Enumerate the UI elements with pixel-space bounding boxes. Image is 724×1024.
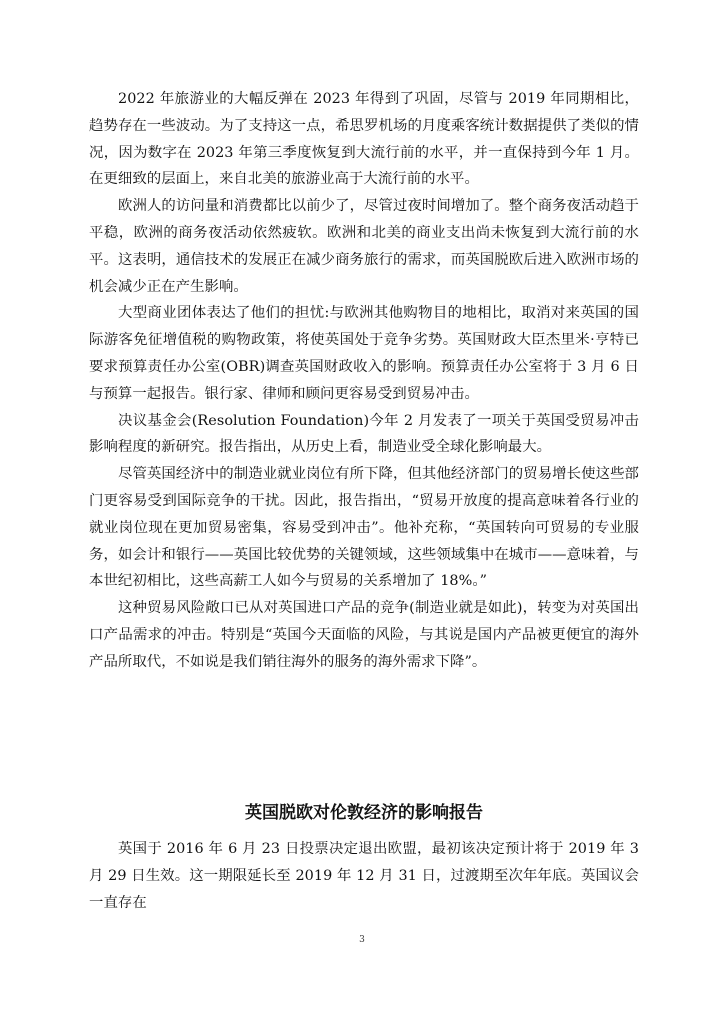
section-heading: 英国脱欧对伦敦经济的影响报告 — [245, 803, 483, 823]
paragraph-trade-exposure: 尽管英国经济中的制造业就业岗位有所下降，但其他经济部门的贸易增长使这些部门更容易受到国际竞争的干扰。因此，报告指出，“贸易开放度的提高意味着各行业的就业岗位现在更加贸易密集，容易受到冲击”。他补充称，“英国转向可贸易的专业服务，如会计和银行——英国比较优势的关键领域，这些领域集中在城市——意味着，与本世纪初相比，这些高薪工人如今与贸易的关系增加了 18%。” — [89, 466, 639, 590]
page-number: 3 — [359, 935, 365, 945]
paragraph-european-visits: 欧洲人的访问量和消费都比以前少了，尽管过夜时间增加了。整个商务夜活动趋于平稳，欧洲的商务夜活动依然疲软。欧洲和北美的商业支出尚未恢复到大流行前的水平。这表明，通信技术的发展正在减少商务旅行的需求，而英国脱欧后进入欧洲市场的机会减少正在产生影响。 — [89, 198, 639, 295]
paragraph-business-concerns: 大型商业团体表达了他们的担忧:与欧洲其他购物目的地相比，取消对来英国的国际游客免征增值税的购物政策，将使英国处于竞争劣势。英国财政大臣杰里米·亨特已要求预算责任办公室(OBR)调查英国财政收入的影响。预算责任办公室将于 3 月 6 日与预算一起报告。银行家、律师和顾问更容易受到贸易冲击。 — [89, 305, 639, 402]
paragraph-brexit-vote: 英国于 2016 年 6 月 23 日投票决定退出欧盟，最初该决定预计将于 2019 年 3 月 29 日生效。这一期限延长至 2019 年 12 月 31 日，过渡期至次年年底。英国议会一直存在 — [89, 841, 639, 911]
section-body-text — [89, 836, 639, 916]
paragraph-resolution-foundation: 决议基金会(Resolution Foundation)今年 2 月发表了一项关于英国受贸易冲击影响程度的新研究。报告指出，从历史上看，制造业受全球化影响最大。 — [89, 412, 639, 456]
paragraph-tourism-rebound: 2022 年旅游业的大幅反弹在 2023 年得到了巩固，尽管与 2019 年同期相比，趋势存在一些波动。为了支持这一点，希思罗机场的月度乘客统计数据提供了类似的情况，因为数字在 2023 年第三季度恢复到大流行前的水平，并一直保持到今年 1 月。在更细致的层面上，来自北美的旅游业高于大流行前的水平。 — [89, 91, 639, 188]
paragraph-export-demand: 这种贸易风险敞口已从对英国进口产品的竞争(制造业就是如此)，转变为对英国出口产品需求的冲击。特别是“英国今天面临的风险，与其说是国内产品被更便宜的海外产品所取代，不如说是我们销往海外的服务的海外需求下降”。 — [89, 600, 639, 670]
main-body-text — [89, 86, 639, 676]
